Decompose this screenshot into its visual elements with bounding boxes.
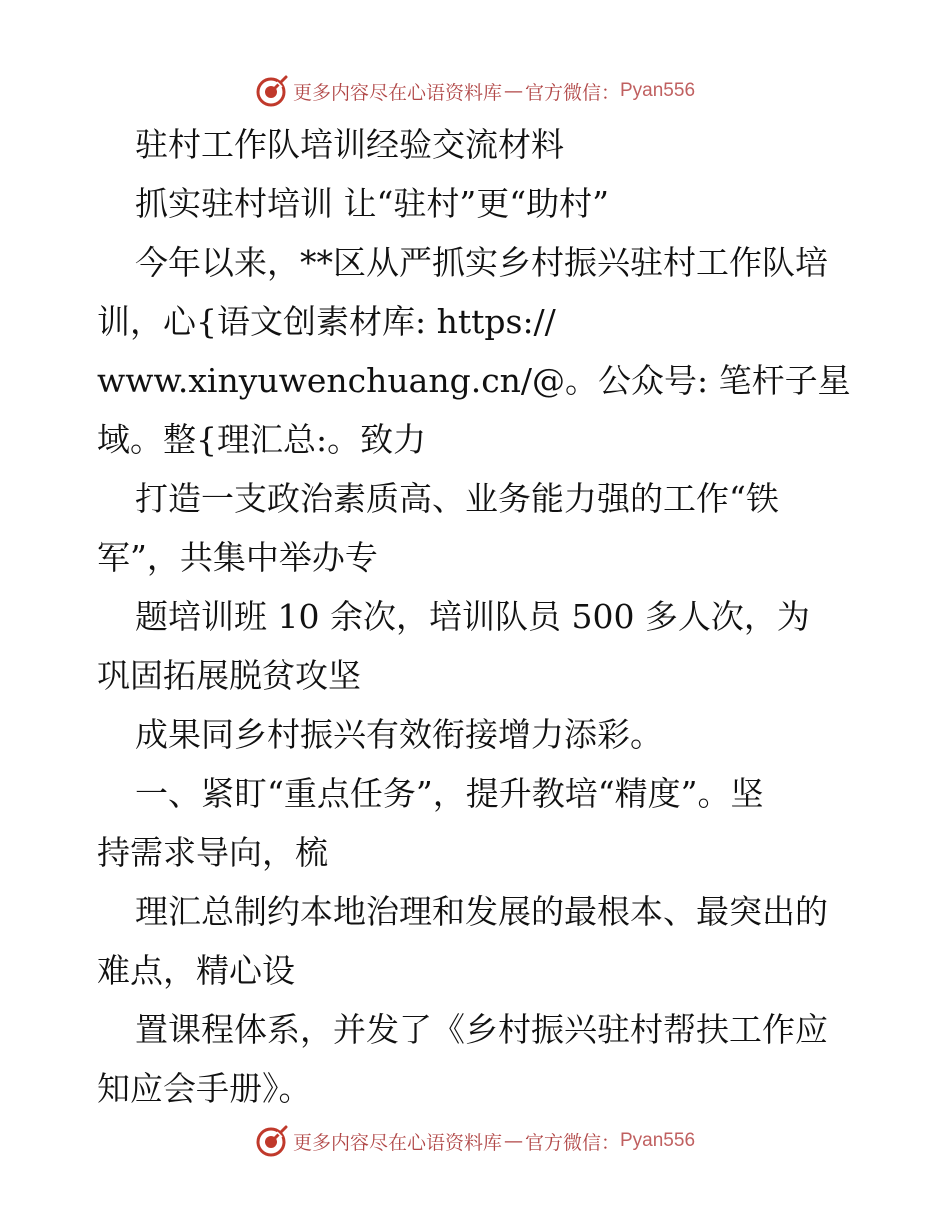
doc-line: 今年以来，**区从严抓实乡村振兴驻村工作队培 [135,243,828,282]
doc-line: 持需求导向，梳 [97,833,328,872]
doc-line: 域。整{理汇总:。致力 [97,420,427,459]
doc-line: 军”，共集中举办专 [97,538,378,577]
watermark-main-text: 更多内容尽在心语资料库 [292,1131,502,1154]
watermark-official-label: 官方微信： [524,81,620,104]
doc-line: 难点，精心设 [97,951,295,990]
watermark-main-text: 更多内容尽在心语资料库 [292,81,502,104]
watermark-official-label: 官方微信： [524,1131,620,1154]
watermark-separator: — [503,80,523,102]
watermark-wechat-id: Pyan556 [620,80,696,101]
watermark-banner-top [0,71,950,111]
doc-line: 成果同乡村振兴有效衔接增力添彩。 [135,715,663,754]
doc-line: 打造一支政治素质高、业务能力强的工作“铁 [135,479,779,518]
watermark-wechat-id: Pyan556 [620,1130,696,1151]
doc-title: 驻村工作队培训经验交流材料 [135,125,564,164]
watermark-separator: — [503,1130,523,1152]
doc-section-heading: 一、紧盯“重点任务”，提升教培“精度”。坚 [135,774,764,813]
watermark-banner-bottom [0,1121,950,1161]
doc-line: 巩固拓展脱贫攻坚 [97,656,361,695]
doc-line: www.xinyuwenchuang.cn/@。公众号: 笔杆子星 [97,361,851,400]
doc-line: 训，心{语文创素材库: https:// [97,302,556,341]
document-body [97,115,867,1118]
pen-logo-icon [255,74,289,108]
pen-logo-icon [255,1124,289,1158]
doc-line: 题培训班 10 余次，培训队员 500 多人次，为 [135,597,810,636]
doc-subtitle: 抓实驻村培训 让“驻村”更“助村” [135,184,609,223]
doc-line: 置课程体系，并发了《乡村振兴驻村帮扶工作应 [135,1010,828,1049]
doc-line: 理汇总制约本地治理和发展的最根本、最突出的 [135,892,828,931]
doc-line: 知应会手册》。 [97,1069,312,1108]
